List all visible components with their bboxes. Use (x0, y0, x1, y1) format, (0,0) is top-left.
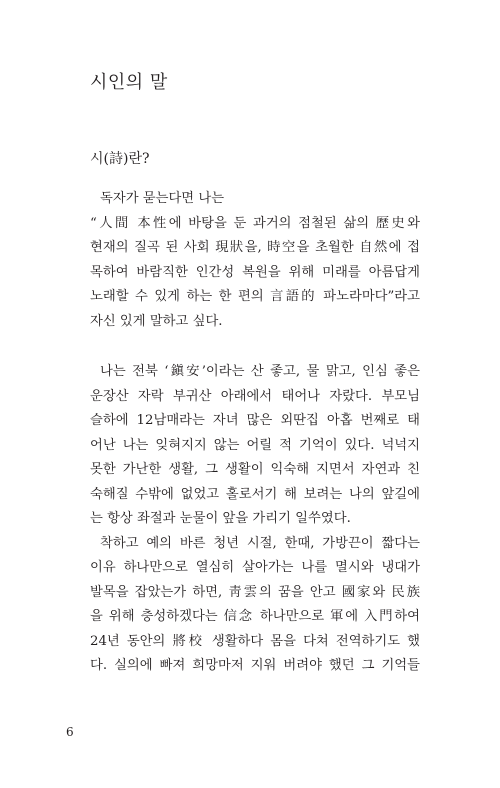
text-line: 는 항상 좌절과 눈물이 앞을 가리기 일쑤였다. (90, 511, 351, 526)
text-line: 착하고 예의 바른 청년 시절, 한때, 가방끈이 짧다는 (100, 535, 420, 551)
text-line: 현재의 질곡 된 사회 現狀을, 時空을 초월한 自然에 접 (90, 240, 420, 255)
text-line: 운장산 자락 부귀산 아래에서 태어나 자랐다. 부모님 (90, 388, 420, 404)
text-line: 못한 가난한 생활, 그 생활이 익숙해 지면서 자연과 친 (90, 462, 420, 477)
paragraph-gap (90, 334, 420, 360)
body-text (90, 187, 420, 679)
text-line: 어난 나는 잊혀지지 않는 어릴 적 기억이 있다. 넉넉지 (90, 437, 420, 453)
text-line: 목하여 바람직한 인간성 복원을 위해 미래를 아름답게 (90, 264, 420, 280)
text-line: 독자가 묻는다면 나는 (100, 191, 225, 206)
text-line: 노래할 수 있게 하는 한 편의 言語的 파노라마다”라고 (90, 289, 420, 304)
text-line: “人間 本性에 바탕을 둔 과거의 점철된 삶의 歷史와 (90, 215, 420, 231)
text-line: 이유 하나만으로 열심히 살아가는 나를 멸시와 냉대가 (90, 560, 420, 575)
text-line: 발목을 잡았는가 하면, 靑雲의 꿈을 안고 國家와 民族 (90, 584, 420, 600)
page-title: 시인의 말 (90, 72, 168, 93)
section-subtitle: 시(詩)란? (90, 151, 150, 167)
text-line: 다. 실의에 빠져 희망마저 지워 버려야 했던 그 기억들 (90, 658, 420, 673)
text-line: 자신 있게 말하고 싶다. (90, 313, 223, 329)
text-line: 슬하에 12남매라는 자녀 많은 외딴집 아홉 번째로 태 (90, 413, 420, 428)
text-line: 24년 동안의 將校 생활하다 몸을 다쳐 전역하기도 했 (90, 633, 420, 649)
page-number: 6 (66, 725, 74, 739)
text-line: 을 위해 충성하겠다는 信念 하나만으로 軍에 入門하여 (90, 609, 420, 624)
text-line: 나는 전북 ‘鎭安’이라는 산 좋고, 물 맑고, 인심 좋은 (100, 364, 420, 379)
text-line: 숙해질 수밖에 없었고 홀로서기 해 보려는 나의 앞길에 (90, 486, 420, 502)
